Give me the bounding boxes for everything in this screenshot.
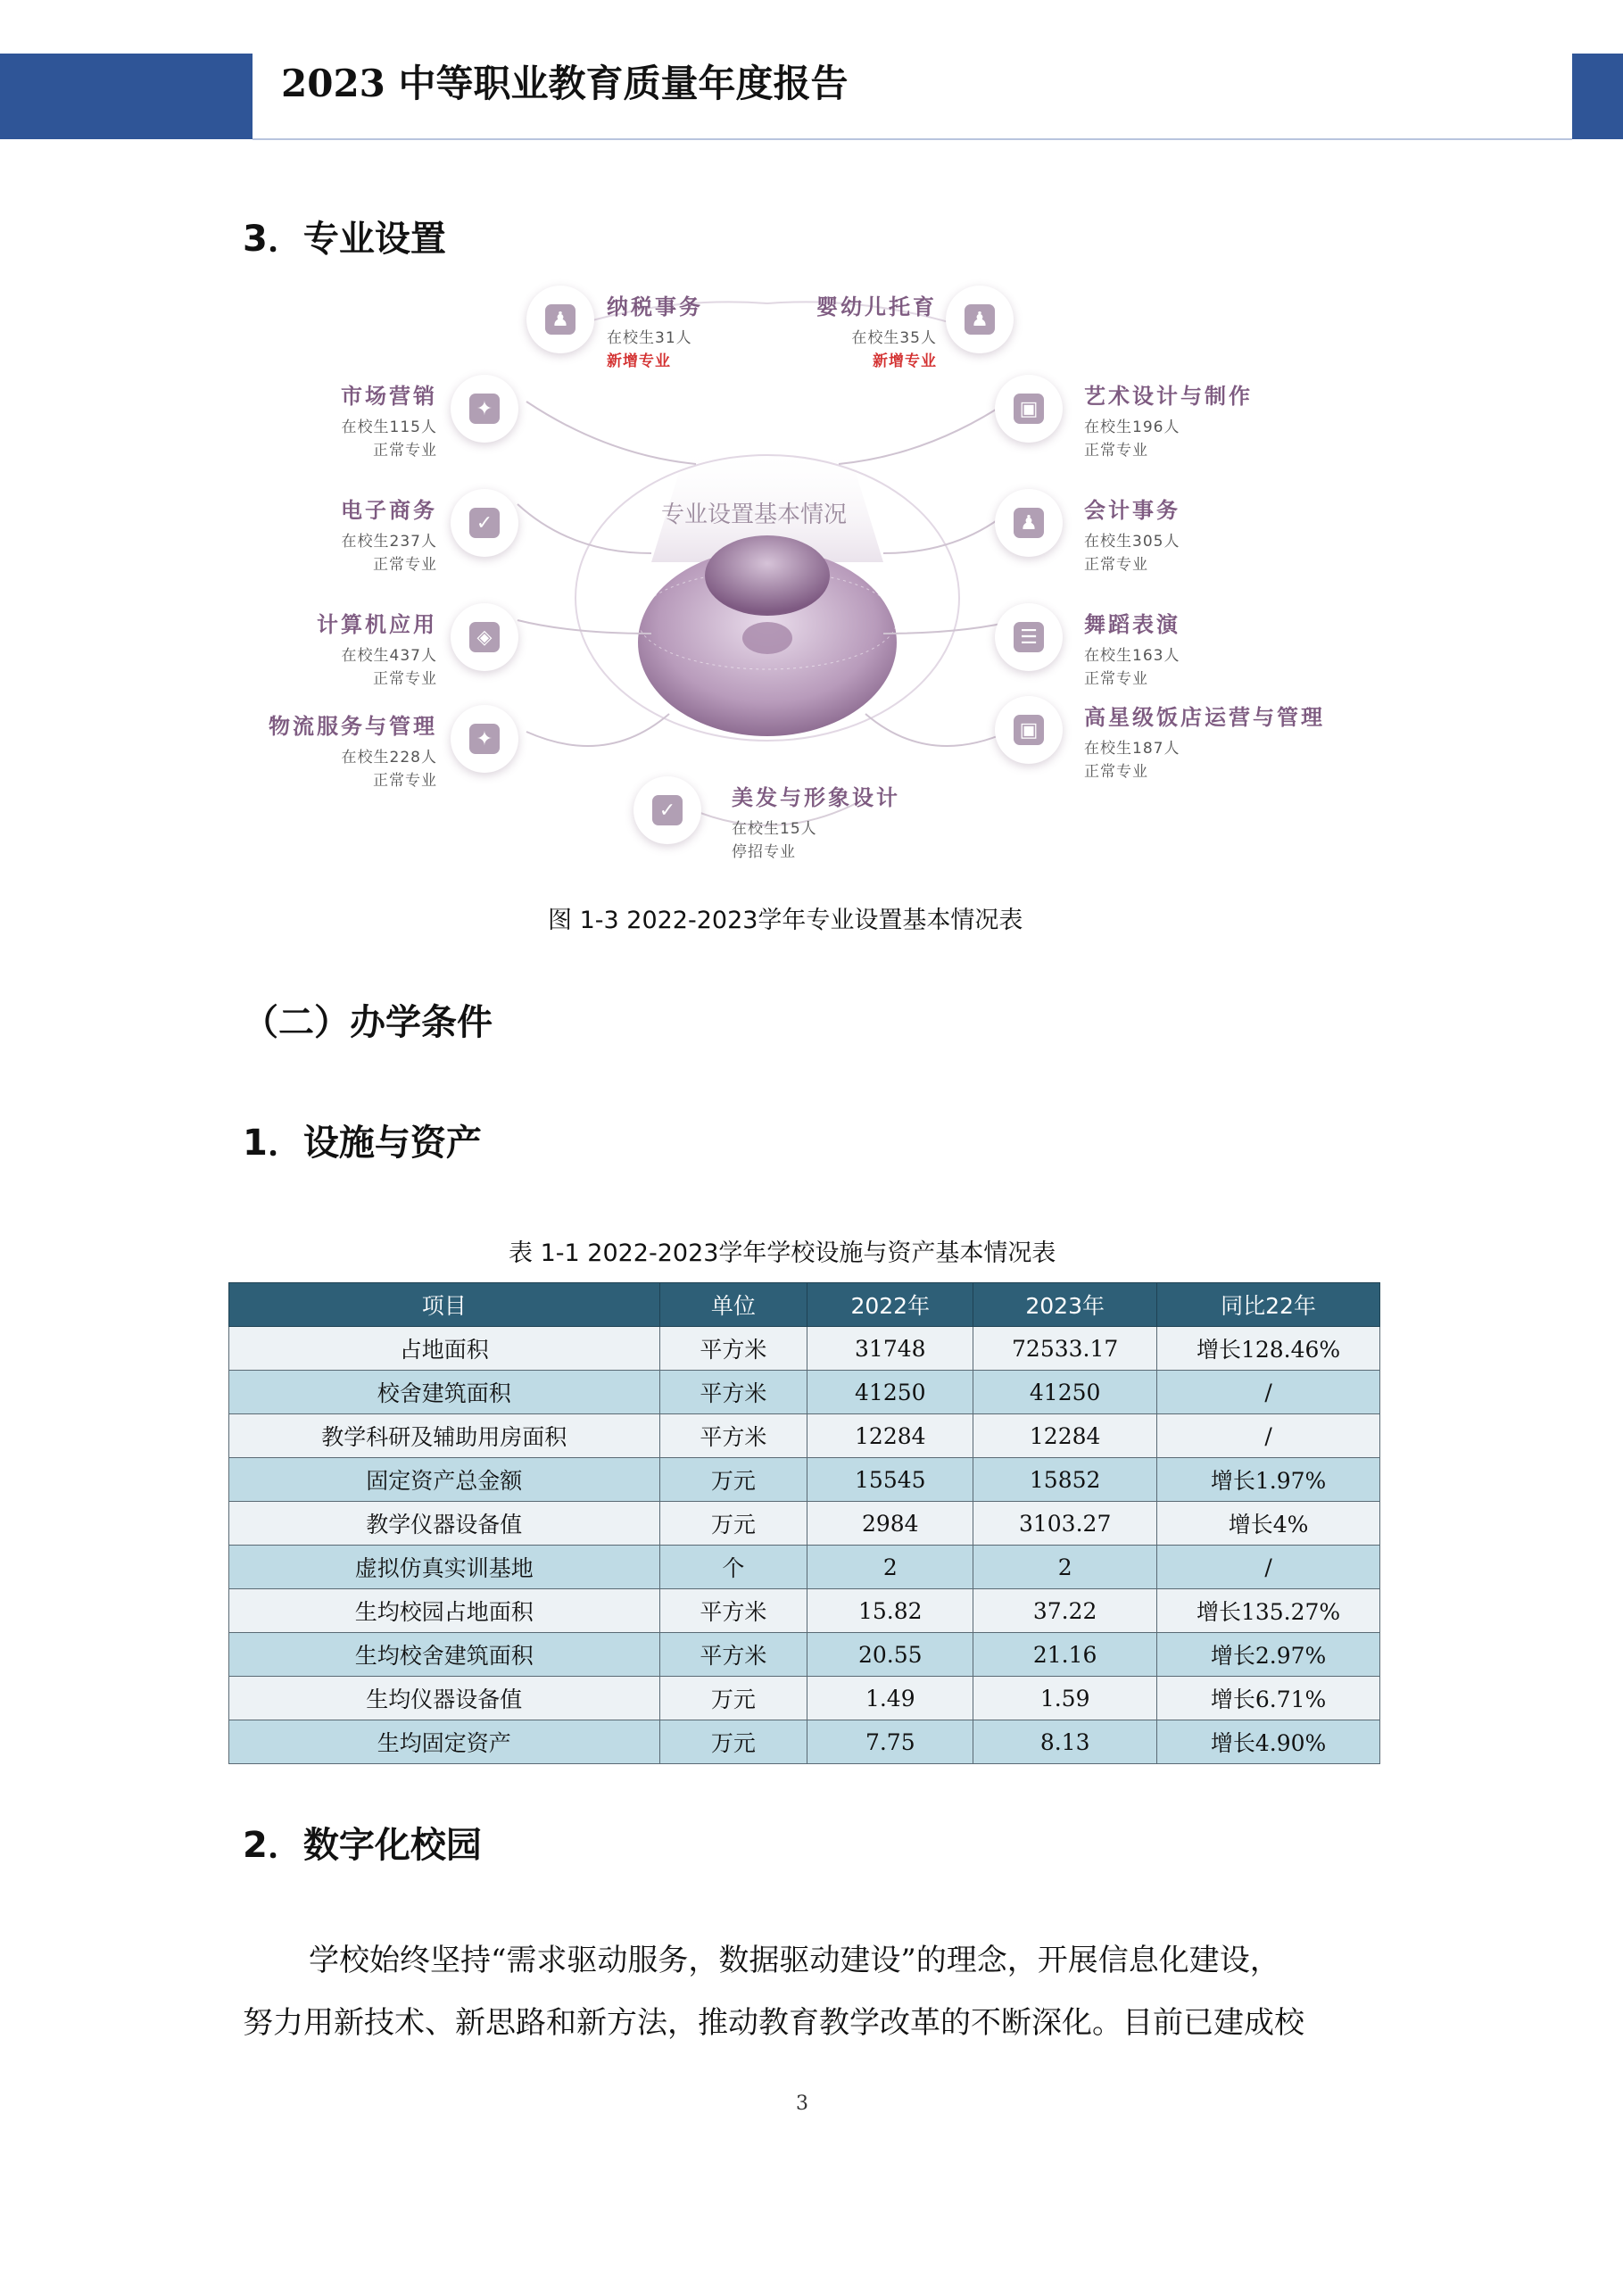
cell-item: 虚拟仿真实训基地 bbox=[229, 1546, 660, 1589]
table-row bbox=[229, 1458, 1380, 1502]
major-students: 在校生437人 bbox=[341, 647, 437, 665]
column-header: 2023年 bbox=[973, 1283, 1157, 1327]
major-status: 正常专业 bbox=[373, 772, 437, 790]
cell-item: 生均仪器设备值 bbox=[229, 1677, 660, 1720]
cell-yoy: 增长4% bbox=[1157, 1502, 1380, 1546]
cell-item: 固定资产总金额 bbox=[229, 1458, 660, 1502]
table-row bbox=[229, 1677, 1380, 1720]
cell-2023: 8.13 bbox=[973, 1720, 1157, 1764]
major-status: 停招专业 bbox=[732, 843, 796, 861]
major-status: 正常专业 bbox=[373, 442, 437, 460]
major-students: 在校生31人 bbox=[607, 329, 692, 347]
major-status: 正常专业 bbox=[373, 670, 437, 688]
cell-unit: 平方米 bbox=[659, 1371, 807, 1414]
header-bar-left bbox=[0, 54, 253, 139]
table-row bbox=[229, 1633, 1380, 1677]
cell-item: 生均校园占地面积 bbox=[229, 1589, 660, 1633]
major-status: 正常专业 bbox=[373, 556, 437, 574]
table-row bbox=[229, 1371, 1380, 1414]
table-row bbox=[229, 1546, 1380, 1589]
cell-yoy: 增长4.90% bbox=[1157, 1720, 1380, 1764]
lightbulb-icon: ✦ bbox=[451, 375, 518, 443]
cell-2023: 2 bbox=[973, 1546, 1157, 1589]
table-row bbox=[229, 1327, 1380, 1371]
cell-yoy: / bbox=[1157, 1414, 1380, 1458]
major-status: 正常专业 bbox=[1084, 670, 1148, 688]
cell-2023: 3103.27 bbox=[973, 1502, 1157, 1546]
major-status: 正常专业 bbox=[1084, 763, 1148, 781]
major-name: 舞蹈表演 bbox=[1084, 612, 1180, 637]
checklist-icon: ✓ bbox=[633, 776, 701, 844]
cell-2022: 15.82 bbox=[807, 1589, 973, 1633]
cell-item: 教学科研及辅助用房面积 bbox=[229, 1414, 660, 1458]
report-title: 2023 中等职业教育质量年度报告 bbox=[281, 62, 849, 105]
column-header: 项目 bbox=[229, 1283, 660, 1327]
center-disc-small bbox=[705, 535, 830, 616]
major-students: 在校生228人 bbox=[341, 749, 437, 767]
lightbulb-icon: ✦ bbox=[451, 705, 518, 773]
cell-unit: 万元 bbox=[659, 1458, 807, 1502]
major-status: 正常专业 bbox=[1084, 442, 1148, 460]
diagram-center-label: 专业设置基本情况 bbox=[660, 501, 847, 528]
cell-unit: 平方米 bbox=[659, 1414, 807, 1458]
major-name: 婴幼儿托育 bbox=[816, 294, 937, 319]
header-rule bbox=[253, 138, 1572, 140]
cell-unit: 平方米 bbox=[659, 1327, 807, 1371]
cell-2023: 15852 bbox=[973, 1458, 1157, 1502]
cell-unit: 平方米 bbox=[659, 1633, 807, 1677]
cell-item: 校舍建筑面积 bbox=[229, 1371, 660, 1414]
paragraph-line-2: 努力用新技术、新思路和新方法，推动教育教学改革的不断深化。目前已建成校 bbox=[243, 2005, 1304, 2041]
cell-yoy: 增长135.27% bbox=[1157, 1589, 1380, 1633]
major-name: 高星级饭店运营与管理 bbox=[1084, 705, 1325, 730]
checklist-icon: ✓ bbox=[451, 489, 518, 557]
cell-2022: 7.75 bbox=[807, 1720, 973, 1764]
header-bar-right bbox=[1572, 54, 1623, 139]
major-name: 美发与形象设计 bbox=[732, 785, 900, 810]
figure-caption: 图 1-3 2022-2023学年专业设置基本情况表 bbox=[548, 907, 1023, 934]
cell-2022: 2 bbox=[807, 1546, 973, 1589]
cell-2023: 41250 bbox=[973, 1371, 1157, 1414]
cell-yoy: 增长1.97% bbox=[1157, 1458, 1380, 1502]
major-students: 在校生187人 bbox=[1084, 740, 1180, 758]
cell-2022: 20.55 bbox=[807, 1633, 973, 1677]
page-number: 3 bbox=[796, 2093, 808, 2115]
cell-2022: 41250 bbox=[807, 1371, 973, 1414]
major-status: 新增专业 bbox=[873, 352, 937, 370]
cell-2022: 2984 bbox=[807, 1502, 973, 1546]
cell-unit: 万元 bbox=[659, 1502, 807, 1546]
major-students: 在校生196人 bbox=[1084, 419, 1180, 436]
major-name: 会计事务 bbox=[1084, 498, 1180, 523]
cell-2023: 12284 bbox=[973, 1414, 1157, 1458]
cell-unit: 万元 bbox=[659, 1720, 807, 1764]
users-icon: ♟ bbox=[526, 286, 594, 353]
cell-yoy: / bbox=[1157, 1371, 1380, 1414]
majors-diagram bbox=[232, 268, 1392, 892]
cell-item: 占地面积 bbox=[229, 1327, 660, 1371]
cell-unit: 个 bbox=[659, 1546, 807, 1589]
major-status: 新增专业 bbox=[607, 352, 671, 370]
cell-item: 生均校舍建筑面积 bbox=[229, 1633, 660, 1677]
cell-yoy: / bbox=[1157, 1546, 1380, 1589]
table-row bbox=[229, 1720, 1380, 1764]
badge-icon: ▣ bbox=[995, 375, 1063, 443]
major-name: 物流服务与管理 bbox=[269, 714, 437, 739]
major-students: 在校生237人 bbox=[341, 533, 437, 551]
facilities-assets-table bbox=[228, 1282, 1380, 1764]
column-header: 2022年 bbox=[807, 1283, 973, 1327]
major-students: 在校生115人 bbox=[341, 419, 437, 436]
major-students: 在校生163人 bbox=[1084, 647, 1180, 665]
cell-yoy: 增长2.97% bbox=[1157, 1633, 1380, 1677]
clipboard-icon: ☰ bbox=[995, 603, 1063, 671]
table-caption: 表 1-1 2022-2023学年学校设施与资产基本情况表 bbox=[509, 1239, 1056, 1267]
table-row bbox=[229, 1414, 1380, 1458]
paragraph-line-1: 学校始终坚持“需求驱动服务，数据驱动建设”的理念，开展信息化建设， bbox=[309, 1943, 1280, 1978]
column-header: 同比22年 bbox=[1157, 1283, 1380, 1327]
cell-2023: 72533.17 bbox=[973, 1327, 1157, 1371]
section-heading-facilities: 1．设施与资产 bbox=[243, 1123, 482, 1164]
users-icon: ♟ bbox=[946, 286, 1014, 353]
section-heading-majors: 3．专业设置 bbox=[243, 219, 446, 260]
cell-yoy: 增长128.46% bbox=[1157, 1327, 1380, 1371]
major-name: 艺术设计与制作 bbox=[1084, 384, 1253, 409]
table-row bbox=[229, 1589, 1380, 1633]
cell-2022: 12284 bbox=[807, 1414, 973, 1458]
major-status: 正常专业 bbox=[1084, 556, 1148, 574]
cell-item: 生均固定资产 bbox=[229, 1720, 660, 1764]
section-heading-digital-campus: 2．数字化校园 bbox=[243, 1825, 482, 1866]
major-name: 计算机应用 bbox=[317, 612, 437, 637]
major-name: 电子商务 bbox=[341, 498, 437, 523]
major-students: 在校生15人 bbox=[732, 820, 817, 838]
major-name: 纳税事务 bbox=[607, 294, 703, 319]
cell-2023: 1.59 bbox=[973, 1677, 1157, 1720]
cell-2022: 15545 bbox=[807, 1458, 973, 1502]
cell-2022: 1.49 bbox=[807, 1677, 973, 1720]
badge-icon: ▣ bbox=[995, 696, 1063, 764]
cell-2022: 31748 bbox=[807, 1327, 973, 1371]
column-header: 单位 bbox=[659, 1283, 807, 1327]
major-name: 市场营销 bbox=[341, 384, 437, 409]
cell-yoy: 增长6.71% bbox=[1157, 1677, 1380, 1720]
cell-2023: 21.16 bbox=[973, 1633, 1157, 1677]
table-header-row bbox=[229, 1283, 1380, 1327]
major-students: 在校生35人 bbox=[851, 329, 937, 347]
table-row bbox=[229, 1502, 1380, 1546]
cell-unit: 平方米 bbox=[659, 1589, 807, 1633]
section-heading-conditions: （二）办学条件 bbox=[243, 1002, 493, 1043]
major-students: 在校生305人 bbox=[1084, 533, 1180, 551]
box-icon: ◈ bbox=[451, 603, 518, 671]
cell-item: 教学仪器设备值 bbox=[229, 1502, 660, 1546]
users-icon: ♟ bbox=[995, 489, 1063, 557]
cell-unit: 万元 bbox=[659, 1677, 807, 1720]
cell-2023: 37.22 bbox=[973, 1589, 1157, 1633]
